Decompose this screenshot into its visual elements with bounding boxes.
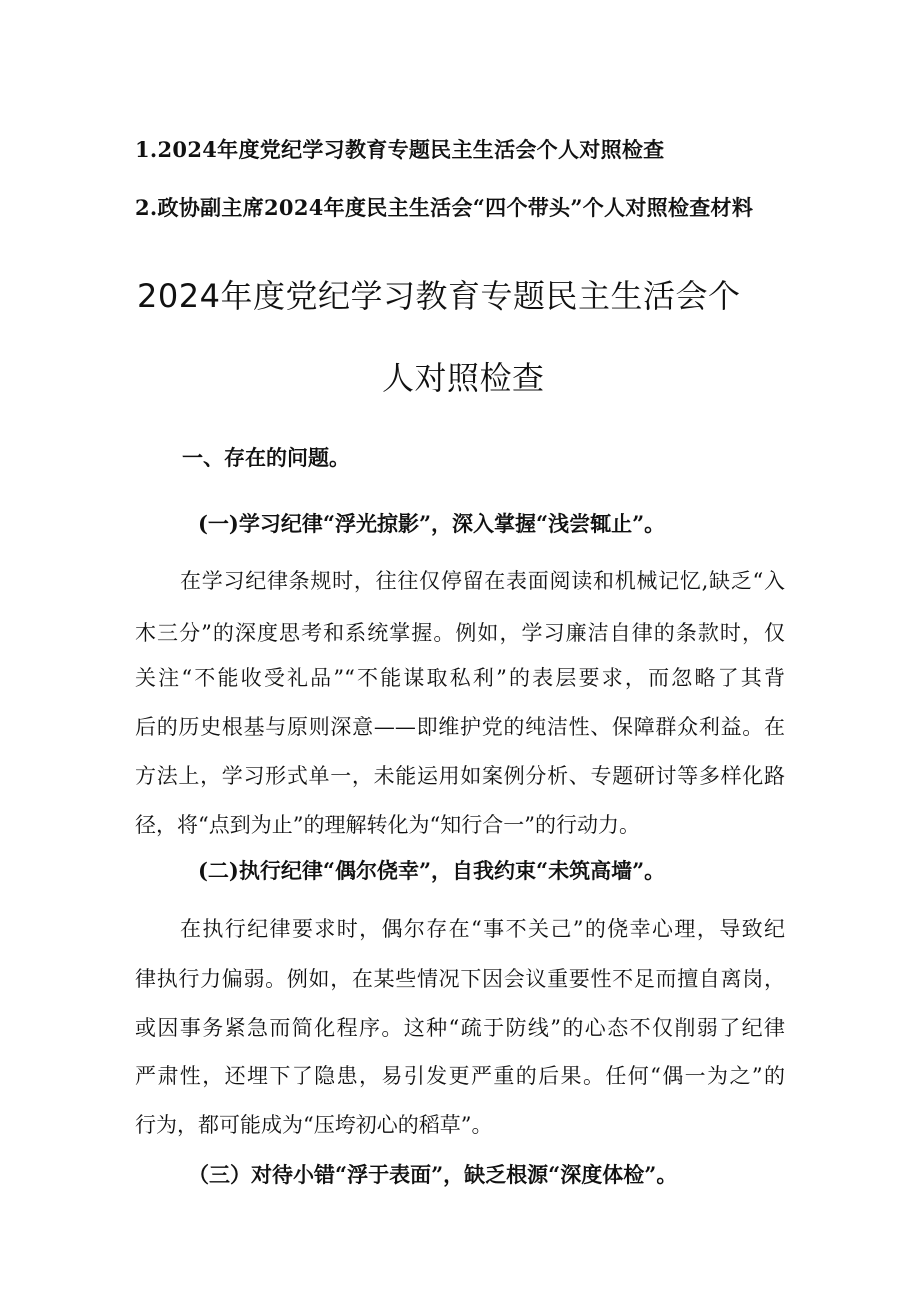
paragraph-line: 木三分”的深度思考和系统掌握。例如，学习廉洁自律的条款时，仅	[135, 621, 785, 645]
paragraph-line: 在执行纪律要求时，偶尔存在“事不关己”的侥幸心理，导致纪	[180, 917, 785, 941]
paragraph-line: 行为，都可能成为“压垮初心的稻草”。	[135, 1113, 493, 1137]
paragraph-line: 径，将“点到为止”的理解转化为“知行合一”的行动力。	[135, 813, 640, 837]
toc-item-2[interactable]: 2.政协副主席2024年度民主生活会“四个带头”个人对照检查材料	[135, 195, 754, 220]
paragraph-line: 关注“不能收受礼品”“不能谋取私利”的表层要求，而忽略了其背	[135, 666, 785, 690]
paragraph-line: 方法上，学习形式单一，未能运用如案例分析、专题研讨等多样化路	[135, 764, 785, 788]
subsection-heading-3: （三）对待小错“浮于表面”，缺乏根源“深度体检”。	[188, 1162, 678, 1187]
paragraph-line: 或因事务紧急而简化程序。这种“疏于防线”的心态不仅削弱了纪律	[135, 1016, 785, 1040]
document-title-line-2: 人对照检查	[382, 359, 545, 397]
paragraph-line: 在学习纪律条规时，往往仅停留在表面阅读和机械记忆,缺乏“入	[180, 569, 785, 593]
paragraph-line: 律执行力偏弱。例如，在某些情况下因会议重要性不足而擅自离岗，	[135, 967, 785, 991]
subsection-heading-2: (二)执行纪律“偶尔侥幸”，自我约束“未筑高墙”。	[198, 858, 666, 883]
subsection-heading-1: (一)学习纪律“浮光掠影”，深入掌握“浅尝辄止”。	[198, 511, 666, 536]
document-title-line-1: 2024年度党纪学习教育专题民主生活会个	[137, 277, 741, 315]
paragraph-line: 后的历史根基与原则深意——即维护党的纯洁性、保障群众利益。在	[135, 715, 785, 739]
section-heading-problems: 一、存在的问题。	[182, 445, 350, 470]
paragraph-line: 严肃性，还埋下了隐患，易引发更严重的后果。任何“偶一为之”的	[135, 1064, 785, 1088]
toc-item-1[interactable]: 1.2024年度党纪学习教育专题民主生活会个人对照检查	[135, 137, 665, 162]
